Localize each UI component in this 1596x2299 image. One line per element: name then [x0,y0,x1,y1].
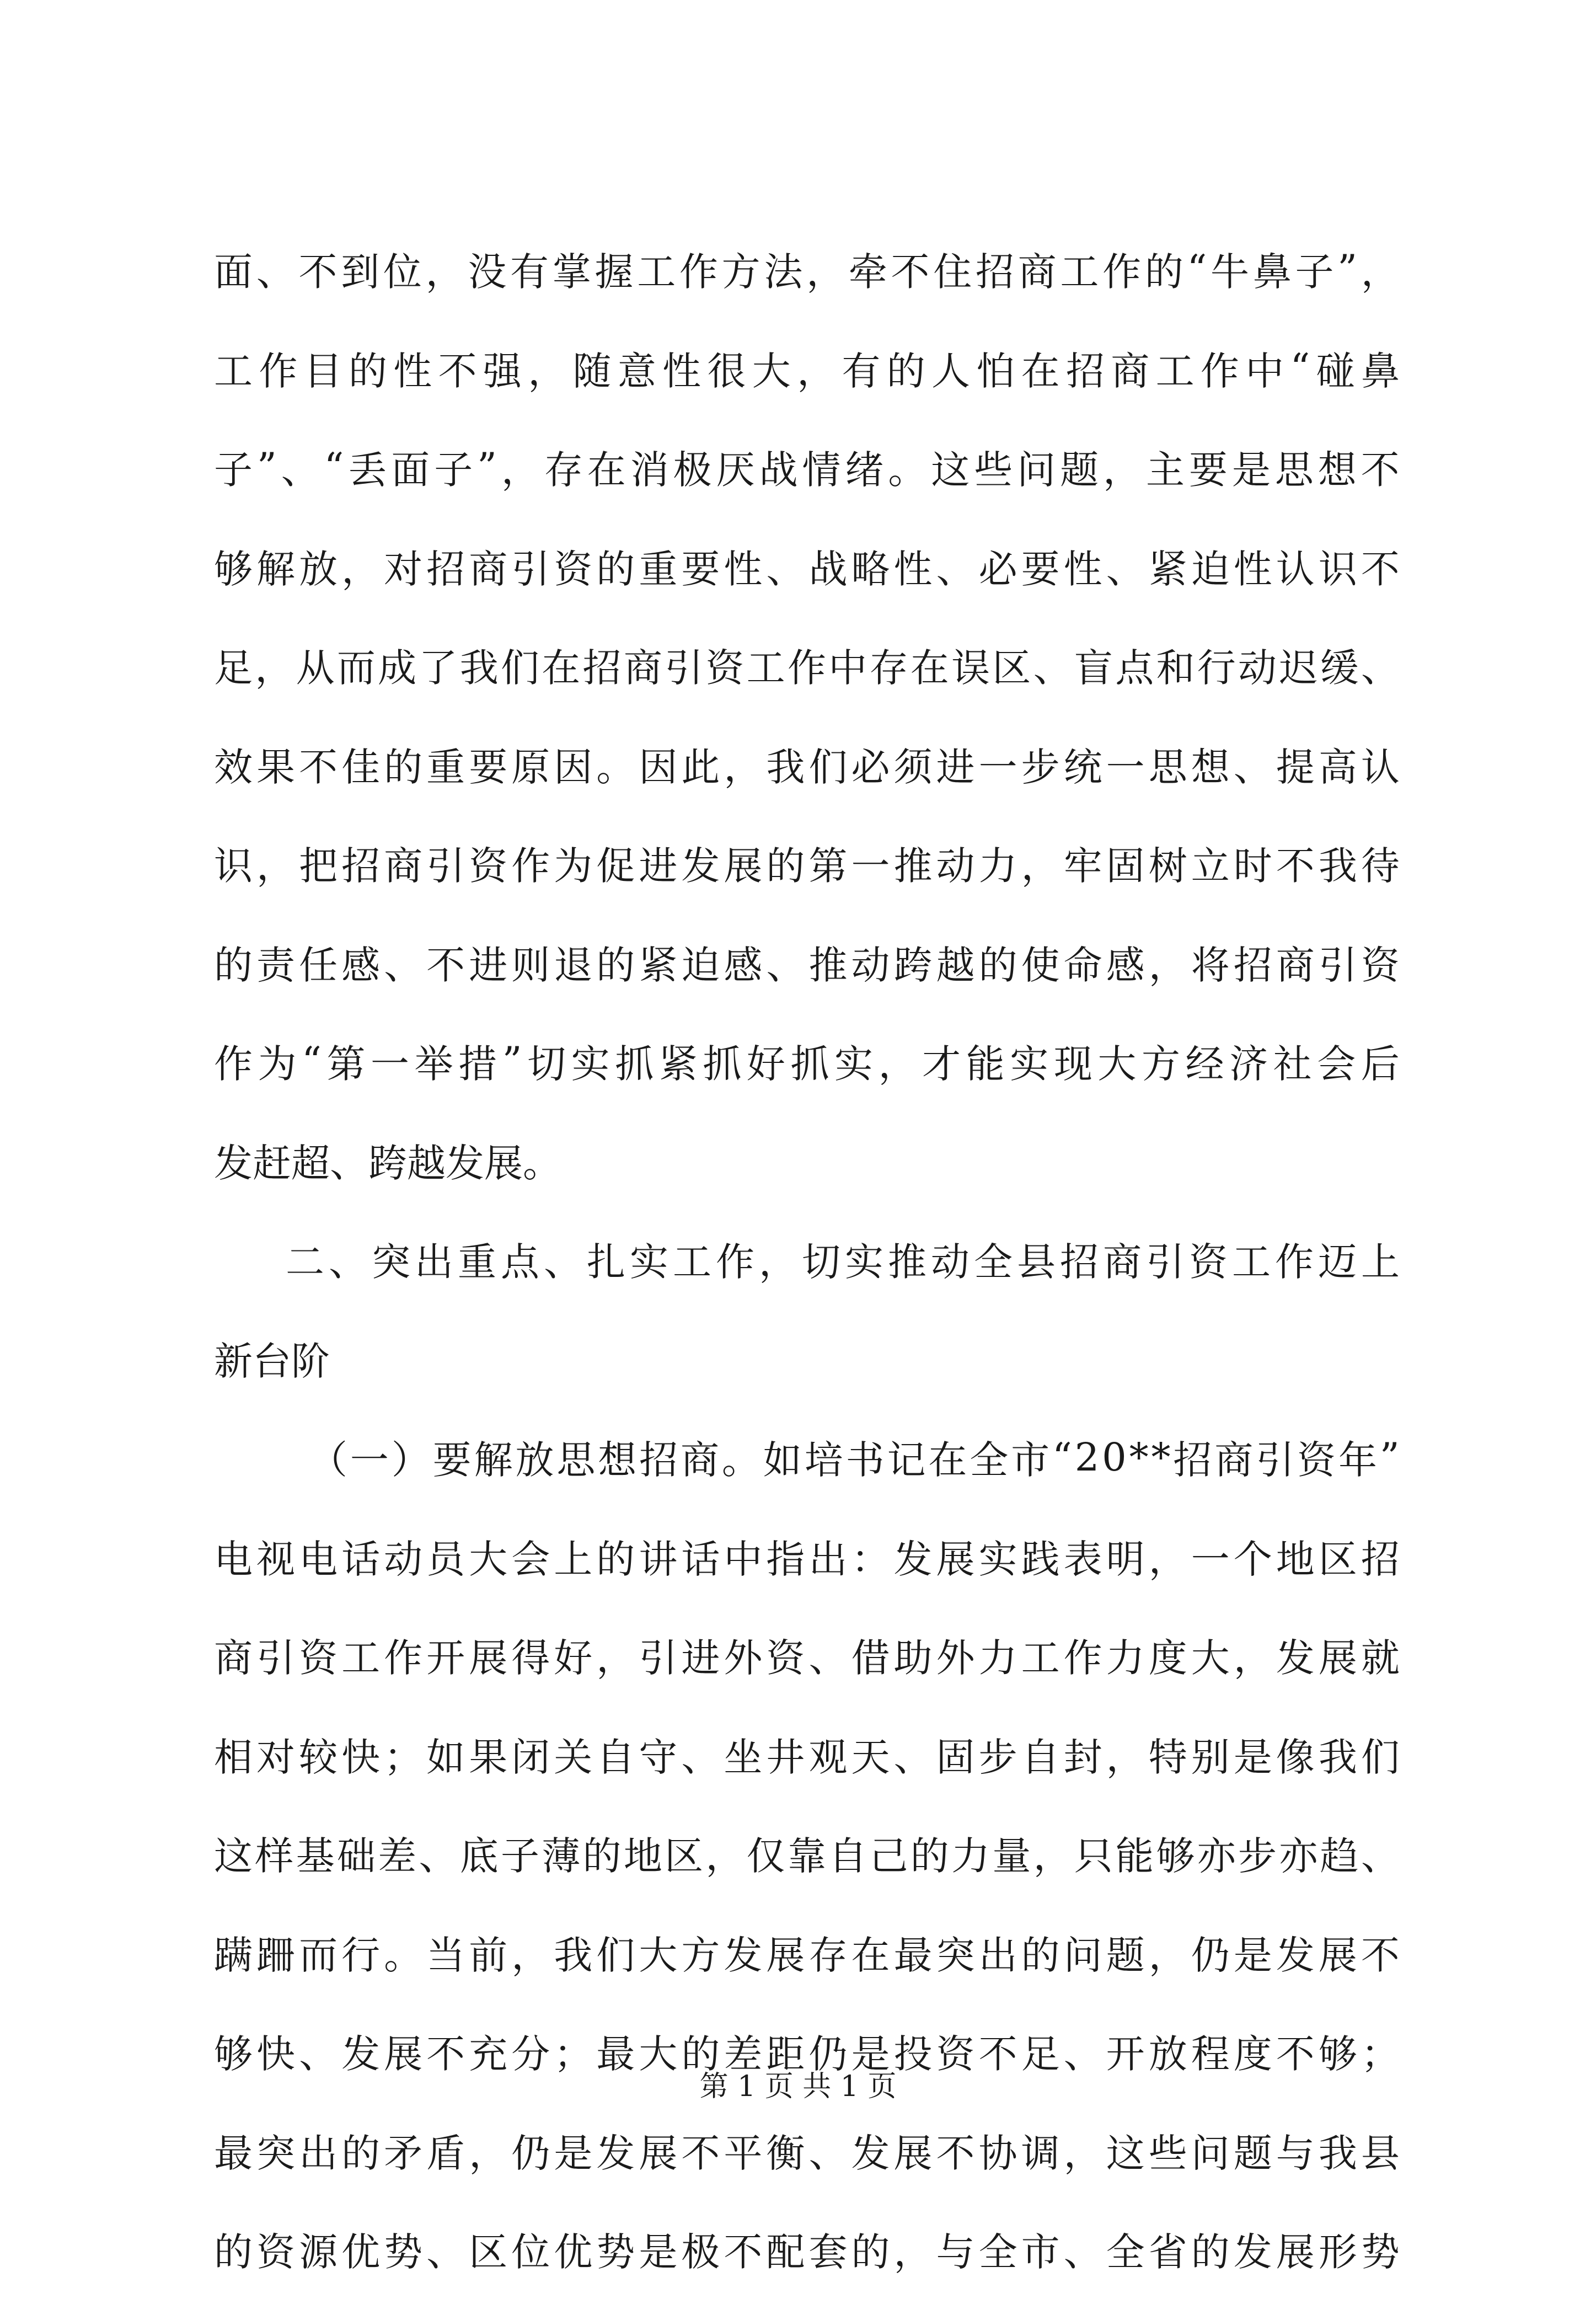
text-line: 这 样 基 础 差 、 底 子 薄 的 地 区 ， 仅 靠 自 己 的 力 量 ， 只 能 够 亦 步 亦 趋 、 [214,1833,1400,1879]
text-line: 够 解 放 ， 对 招 商 引 资 的 重 要 性 、 战 略 性 、 必 要 性 、 紧 迫 性 认 识 不 [214,546,1400,592]
text-line: 识 ， 把 招 商 引 资 作 为 促 进 发 展 的 第 一 推 动 力 ， 牢 固 树 立 时 不 我 待 [214,843,1400,889]
text-line: 相 对 较 快 ； 如 果 闭 关 自 守 、 坐 井 观 天 、 固 步 自 封 ， 特 别 是 像 我 们 [214,1734,1400,1780]
text-line: 最 突 出 的 矛 盾 ， 仍 是 发 展 不 平 衡 、 发 展 不 协 调 ， 这 些 问 题 与 我 县 [214,2130,1400,2176]
subsection-first-line: （ 一 ） 要 解 放 思 想 招 商 。 如 培 书 记 在 全 市 “ 2 0 * * 招 商 引 资 年 ” [309,1434,1400,1483]
text-line: 商 引 资 工 作 开 展 得 好 ， 引 进 外 资 、 借 助 外 力 工 作 力 度 大 ， 发 展 就 [214,1635,1400,1681]
page-footer: 第 1 页 共 1 页 [699,2070,897,2103]
section-heading-line-end: 新台阶 [214,1338,330,1384]
document-body [214,220,1400,2299]
section-heading-line: 二 、 突 出 重 点 、 扎 实 工 作 ， 切 实 推 动 全 县 招 商 引 资 工 作 迈 上 [286,1239,1400,1285]
text-line: 面 、 不 到 位 ， 没 有 掌 握 工 作 方 法 ， 牵 不 住 招 商 工 作 的 “ 牛 鼻 子 ” ， [214,246,1400,295]
text-line: 电 视 电 话 动 员 大 会 上 的 讲 话 中 指 出 ： 发 展 实 践 表 明 ， 一 个 地 区 招 [214,1536,1400,1582]
text-line: 作 为 “ 第 一 举 措 ” 切 实 抓 紧 抓 好 抓 实 ， 才 能 实 现 大 方 经 济 社 会 后 [214,1038,1400,1087]
text-line: 的 资 源 优 势 、 区 位 优 势 是 极 不 配 套 的 ， 与 全 市 、 全 省 的 发 展 形 势 [214,2230,1400,2275]
text-line: 足 ， 从 而 成 了 我 们 在 招 商 引 资 工 作 中 存 在 误 区 、 盲 点 和 行 动 迟 缓 、 [214,645,1400,691]
text-line: 的 责 任 感 、 不 进 则 退 的 紧 迫 感 、 推 动 跨 越 的 使 命 感 ， 将 招 商 引 资 [214,942,1400,988]
text-line-paragraph-end: 发赶超、跨越发展。 [214,1140,561,1186]
text-line: 子 ” 、 “ 丢 面 子 ” ， 存 在 消 极 厌 战 情 绪 。 这 些 问 题 ， 主 要 是 思 想 不 [214,444,1400,493]
text-line: 蹒 跚 而 行 。 当 前 ， 我 们 大 方 发 展 存 在 最 突 出 的 问 题 ， 仍 是 发 展 不 [214,1932,1400,1978]
text-line: 够 快 、 发 展 不 充 分 ； 最 大 的 差 距 仍 是 投 资 不 足 、 开 放 程 度 不 够 ； [214,2031,1400,2077]
text-line: 效 果 不 佳 的 重 要 原 因 。 因 此 ， 我 们 必 须 进 一 步 统 一 思 想 、 提 高 认 [214,744,1400,790]
text-line: 工 作 目 的 性 不 强 ， 随 意 性 很 大 ， 有 的 人 怕 在 招 商 工 作 中 “ 碰 鼻 [214,345,1400,394]
